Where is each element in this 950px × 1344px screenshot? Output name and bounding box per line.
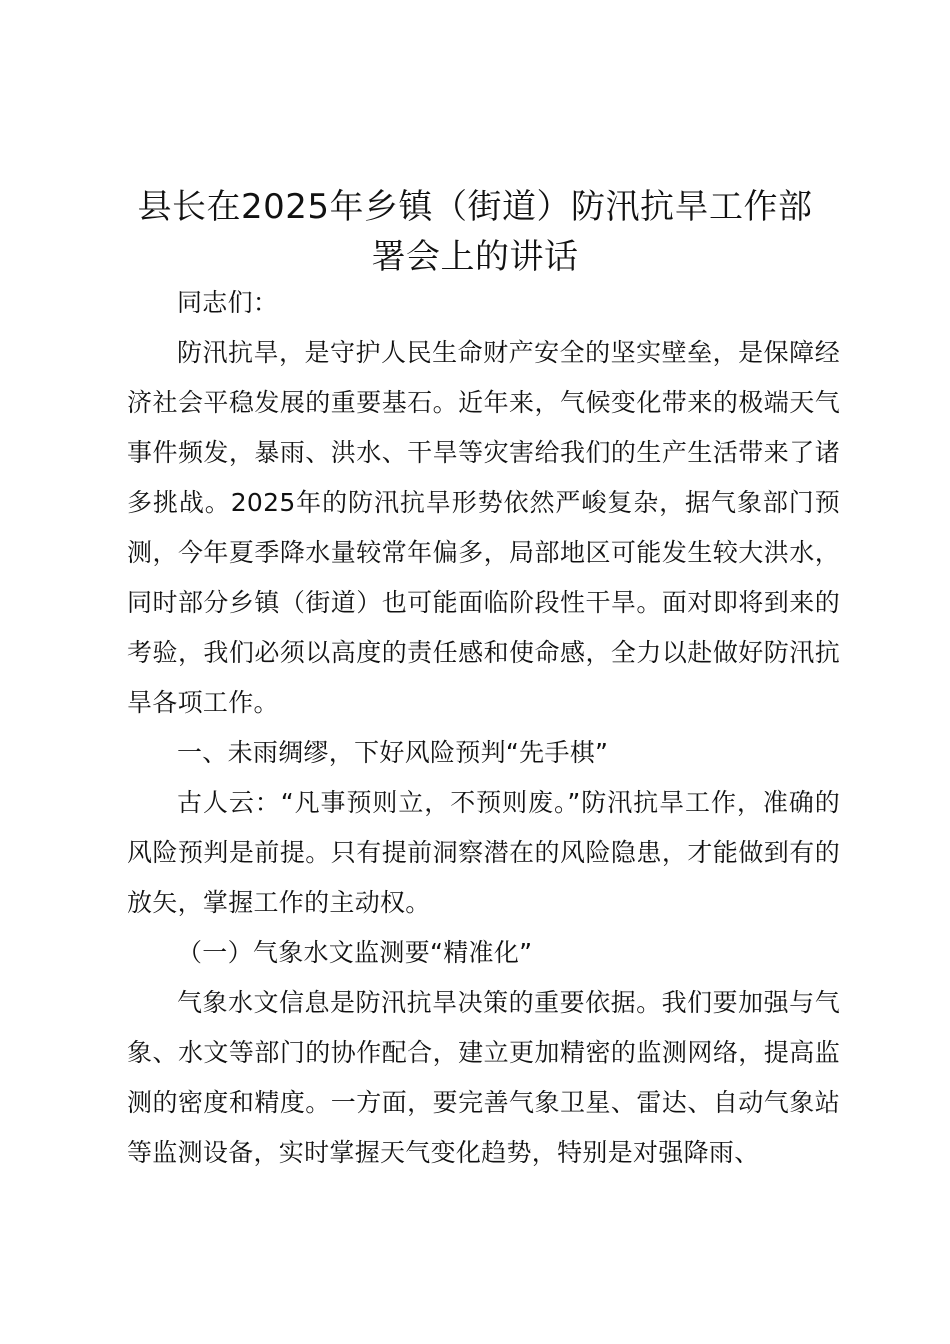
section-1-paragraph: 古人云：“凡事预则立，不预则废。”防汛抗旱工作，准确的风险预判是前提。只有提前洞察潜在的风险隐患，才能做到有的放矢，掌握工作的主动权。 — [127, 788, 840, 917]
document-title — [110, 182, 840, 282]
intro-paragraph: 防汛抗旱，是守护人民生命财产安全的坚实壁垒，是保障经济社会平稳发展的重要基石。近年来，气候变化带来的极端天气事件频发，暴雨、洪水、干旱等灾害给我们的生产生活带来了诸多挑战。2025年的防汛抗旱形势依然严峻复杂，据气象部门预测，今年夏季降水量较常年偏多，局部地区可能发生较大洪水，同时部分乡镇（街道）也可能面临阶段性干旱。面对即将到来的考验，我们必须以高度的责任感和使命感，全力以赴做好防汛抗旱各项工作。 — [127, 338, 840, 717]
document-body — [127, 278, 840, 1178]
section-heading-1: 一、未雨绸缪，下好风险预判“先手棋” — [177, 738, 609, 767]
title-line-1: 县长在2025年乡镇（街道）防汛抗旱工作部 — [137, 187, 813, 227]
title-line-2: 署会上的讲话 — [371, 237, 579, 277]
salutation: 同志们： — [177, 288, 279, 317]
subsection-1-1-paragraph: 气象水文信息是防汛抗旱决策的重要依据。我们要加强与气象、水文等部门的协作配合，建立更加精密的监测网络，提高监测的密度和精度。一方面，要完善气象卫星、雷达、自动气象站等监测设备，实时掌握天气变化趋势，特别是对强降雨、 — [127, 988, 840, 1167]
subsection-heading-1-1: （一）气象水文监测要“精准化” — [177, 938, 533, 967]
